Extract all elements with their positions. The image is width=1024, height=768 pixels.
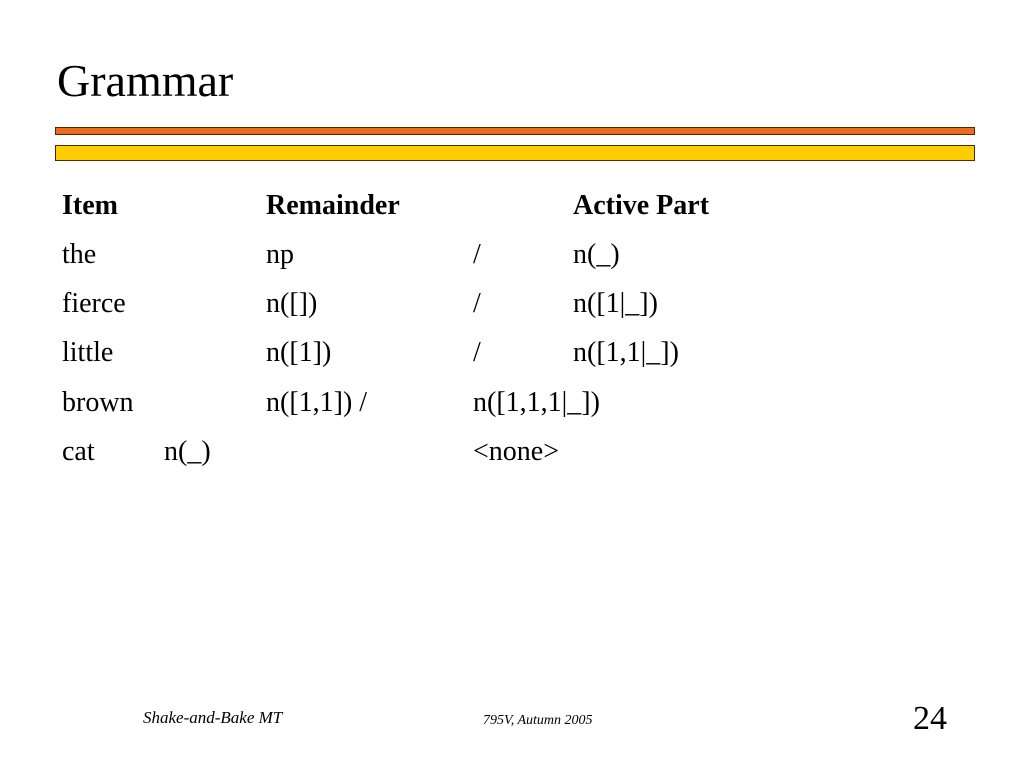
row-slash: / [473,239,481,270]
row-active-part: <none> [473,436,560,467]
header-item: Item [62,190,118,221]
row-active-part: n([1|_]) [573,288,658,319]
row-active-part: n([1,1,1|_]) [473,387,600,418]
row-remainder: np [266,239,294,270]
row-item: the [62,239,97,270]
row-item: brown [62,387,134,418]
footer-course-title: Shake-and-Bake MT [143,708,283,727]
footer-course-term: 795V, Autumn 2005 [483,713,593,728]
slide-number: 24 [913,700,947,737]
row-remainder: n([1]) [266,337,332,368]
row-item: fierce [62,288,126,319]
row-item: cat [62,436,95,467]
row-item: little [62,337,114,368]
title-underline-yellow [55,145,975,161]
title-underline-orange [55,127,975,135]
row-slash: / [473,337,481,368]
row-active-part: n([1,1|_]) [573,337,679,368]
header-remainder: Remainder [266,190,400,221]
slide-title: Grammar [57,55,234,106]
header-active-part: Active Part [573,190,710,221]
row-remainder: n([]) [266,288,318,319]
row-active-part: n(_) [573,239,620,270]
row-remainder: n([1,1]) / [266,387,368,418]
row-slash: / [473,288,481,319]
row-remainder: n(_) [164,436,211,467]
